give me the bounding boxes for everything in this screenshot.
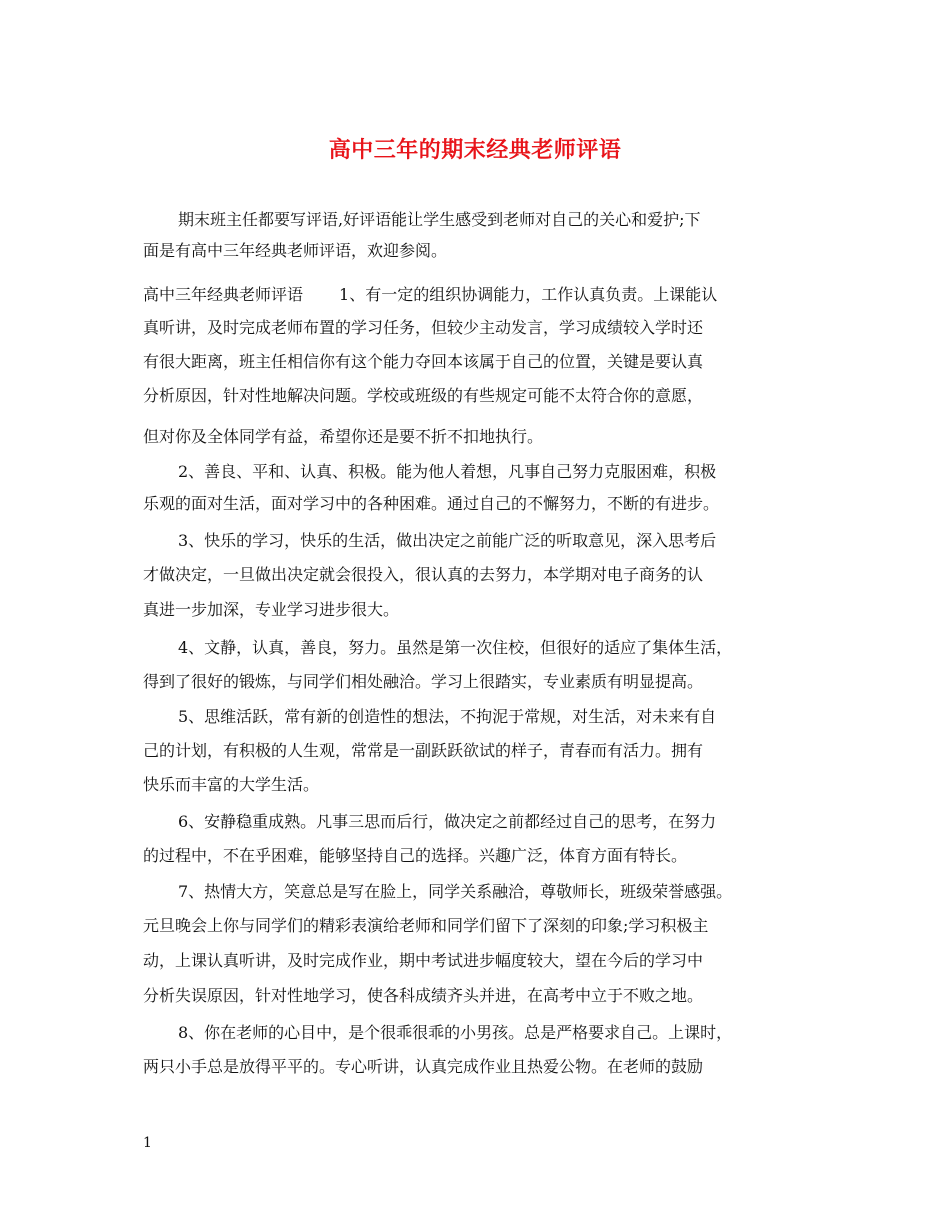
body-line: 分析失误原因，针对性地学习，使各科成绩齐头并进，在高考中立于不败之地。 bbox=[143, 986, 704, 1005]
page-number: 1 bbox=[143, 1135, 152, 1151]
body-line: 的过程中，不在乎困难，能够坚持自己的选择。兴趣广泛，体育方面有特长。 bbox=[143, 846, 688, 865]
document-title: 高中三年的期末经典老师评语 bbox=[328, 137, 622, 163]
comment-heading-line bbox=[143, 285, 717, 305]
body-line: 己的计划，有积极的人生观，常常是一副跃跃欲试的样子，青春而有活力。拥有 bbox=[143, 741, 704, 760]
body-line: 分析原因，针对性地解决问题。学校或班级的有些规定可能不太符合你的意愿， bbox=[143, 386, 704, 405]
body-line: 8、你在老师的心目中，是个很乖很乖的小男孩。总是严格要求自己。上课时， bbox=[178, 1023, 733, 1042]
body-line: 快乐而丰富的大学生活。 bbox=[143, 775, 320, 794]
body-line: 才做决定，一旦做出决定就会很投入，很认真的去努力，本学期对电子商务的认 bbox=[143, 565, 704, 584]
body-line: 有很大距离，班主任相信你有这个能力夺回本该属于自己的位置，关键是要认真 bbox=[143, 352, 704, 371]
body-line: 4、文静，认真，善良，努力。虽然是第一次住校，但很好的适应了集体生活， bbox=[178, 638, 733, 657]
body-line: 3、快乐的学习，快乐的生活，做出决定之前能广泛的听取意见，深入思考后 bbox=[178, 531, 717, 550]
body-line: 但对你及全体同学有益，希望你还是要不折不扣地执行。 bbox=[143, 427, 544, 446]
body-line: 乐观的面对生活，面对学习中的各种困难。通过自己的不懈努力，不断的有进步。 bbox=[143, 494, 720, 513]
body-line: 真听讲，及时完成老师布置的学习任务，但较少主动发言，学习成绩较入学时还 bbox=[143, 318, 704, 337]
section-heading: 高中三年经典老师评语 bbox=[143, 285, 304, 304]
body-line: 6、安静稳重成熟。凡事三思而后行，做决定之前都经过自己的思考，在努力 bbox=[178, 812, 717, 831]
body-line: 元旦晚会上你与同学们的精彩表演给老师和同学们留下了深刻的印象;学习积极主 bbox=[143, 916, 709, 935]
body-line: 5、思维活跃，常有新的创造性的想法，不拘泥于常规，对生活，对未来有自 bbox=[178, 707, 717, 726]
body-line: 动，上课认真听讲，及时完成作业，期中考试进步幅度较大，望在今后的学习中 bbox=[143, 951, 704, 970]
body-line: 真进一步加深，专业学习进步很大。 bbox=[143, 600, 400, 619]
body-line: 面是有高中三年经典老师评语，欢迎参阅。 bbox=[143, 241, 448, 260]
body-text: 1、有一定的组织协调能力，工作认真负责。上课能认 bbox=[339, 285, 718, 304]
body-line: 7、热情大方，笑意总是写在脸上，同学关系融洽，尊敬师长，班级荣誉感强。 bbox=[178, 882, 733, 901]
body-line: 期末班主任都要写评语,好评语能让学生感受到老师对自己的关心和爱护;下 bbox=[178, 210, 701, 229]
body-line: 两只小手总是放得平平的。专心听讲，认真完成作业且热爱公物。在老师的鼓励 bbox=[143, 1057, 704, 1076]
body-line: 得到了很好的锻炼，与同学们相处融洽。学习上很踏实，专业素质有明显提高。 bbox=[143, 672, 704, 691]
body-line: 2、善良、平和、认真、积极。能为他人着想，凡事自己努力克服困难，积极 bbox=[178, 462, 717, 481]
